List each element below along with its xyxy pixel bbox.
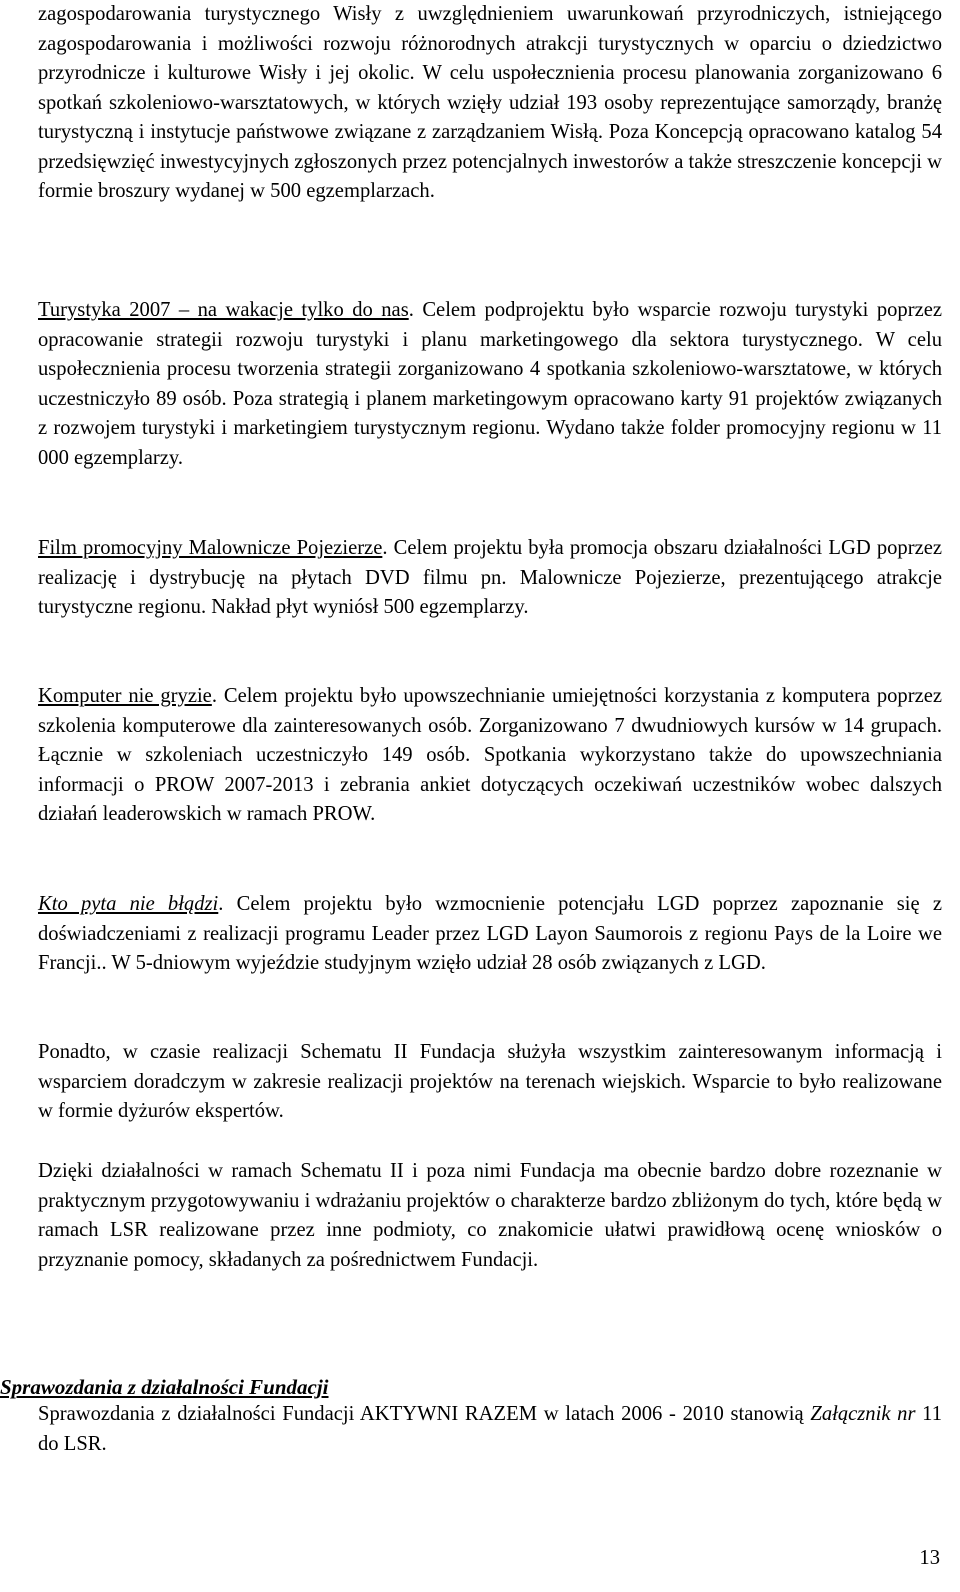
- sprawozdania-text-part1: Sprawozdania z działalności Fundacji AKTYWNI RAZEM w latach 2006 - 2010 stanowią: [38, 1403, 811, 1425]
- project-title-komputer-nie-gryzie: Komputer nie gryzie: [38, 685, 212, 707]
- paragraph-kto-pyta: [38, 890, 942, 979]
- paragraph-film-promocyjny: [38, 534, 942, 623]
- paragraph-sprawozdania: [38, 1400, 942, 1459]
- paragraph-ponadto: [38, 1038, 942, 1127]
- project-title-film-promocyjny: Film promocyjny Malownicze Pojezierze: [38, 537, 383, 559]
- section-heading: [0, 1372, 329, 1402]
- section-heading-text: Sprawozdania z działalności Fundacji: [0, 1375, 329, 1399]
- project-title-turystyka-2007: Turystyka 2007 – na wakacje tylko do nas: [38, 299, 409, 321]
- project-title-kto-pyta: Kto pyta nie błądzi: [38, 893, 219, 915]
- sprawozdania-text-part2: 11 do LSR.: [38, 1403, 942, 1455]
- paragraph-film-promocyjny-text: . Celem projektu była promocja obszaru działalności LGD poprzez realizację i dystrybucję na płytach DVD filmu pn. Malownicze Pojezierze, prezentującego atrakcje turystyczne regionu. Nakład płyt wyniósł 500 egzemplarzy.: [38, 537, 942, 618]
- paragraph-turystyka-2007: [38, 296, 942, 473]
- paragraph-dzieki-dzialalnosci: [38, 1157, 942, 1275]
- page-number: 13: [919, 1547, 940, 1569]
- paragraph-kto-pyta-text: . Celem projektu było wzmocnienie potencjału LGD poprzez zapoznanie się z doświadczeniami z realizacji programu Leader przez LGD Layon Saumorois z regionu Pays de la Loire we Francji.. W 5-dniowym wyjeździe studyjnym wzięło udział 28 osób związanych z LGD.: [38, 893, 942, 974]
- paragraph-turystyka-2007-text: . Celem podprojektu było wsparcie rozwoju turystyki poprzez opracowanie strategii rozwoju turystyki i planu marketingowego dla sektora turystycznego. W celu uspołecznienia procesu tworzenia strategii zorganizowano 4 spotkania szkoleniowo-warsztatowe, w których uczestniczyło 89 osób. Poza strategią i planem marketingowym opracowano karty 91 projektów związanych z rozwojem turystyki i marketingiem turystycznym regionu. Wydano także folder promocyjny regionu w 11 000 egzemplarzy.: [38, 299, 942, 469]
- paragraph-tourism-concept-text: zagospodarowania turystycznego Wisły z uwzględnieniem uwarunkowań przyrodniczych, istniejącego zagospodarowania i możliwości rozwoju różnorodnych atrakcji turystycznych w oparciu o dziedzictwo przyrodnicze i kulturowe Wisły i jej okolic. W celu uspołecznienia procesu planowania zorganizowano 6 spotkań szkoleniowo-warsztatowych, w których wzięły udział 193 osoby reprezentujące samorządy, branżę turystyczną i instytucje państwowe związane z zarządzaniem Wisłą. Poza Koncepcją opracowano katalog 54 przedsięwzięć inwestycyjnych zgłoszonych przez potencjalnych inwestorów a także streszczenie koncepcji w formie broszury wydanej w 500 egzemplarzach.: [38, 3, 942, 202]
- paragraph-tourism-concept: [38, 0, 942, 207]
- paragraph-komputer-nie-gryzie-text: . Celem projektu było upowszechnianie umiejętności korzystania z komputera poprzez szkolenia komputerowe dla zainteresowanych osób. Zorganizowano 7 dwudniowych kursów w 14 grupach. Łącznie w szkoleniach uczestniczyło 149 osób. Spotkania wykorzystano także do upowszechniania informacji o PROW 2007-2013 i zebrania ankiet dotyczących oczekiwań uczestników wobec dalszych działań leaderowskich w ramach PROW.: [38, 685, 942, 825]
- paragraph-dzieki-dzialalnosci-text: Dzięki działalności w ramach Schematu II i poza nimi Fundacja ma obecnie bardzo dobre rozeznanie w praktycznym przygotowywaniu i wdrażaniu projektów o charakterze bardzo zbliżonym do tych, które będą w ramach LSR realizowane przez inne podmioty, co znakomicie ułatwi prawidłową ocenę wniosków o przyznanie pomocy, składanych za pośrednictwem Fundacji.: [38, 1160, 942, 1271]
- paragraph-ponadto-text: Ponadto, w czasie realizacji Schematu II Fundacja służyła wszystkim zainteresowanym informacją i wsparciem doradczym w zakresie realizacji projektów na terenach wiejskich. Wsparcie to było realizowane w formie dyżurów ekspertów.: [38, 1041, 942, 1122]
- paragraph-komputer-nie-gryzie: [38, 682, 942, 830]
- sprawozdania-text-italic: Załącznik nr: [810, 1403, 916, 1425]
